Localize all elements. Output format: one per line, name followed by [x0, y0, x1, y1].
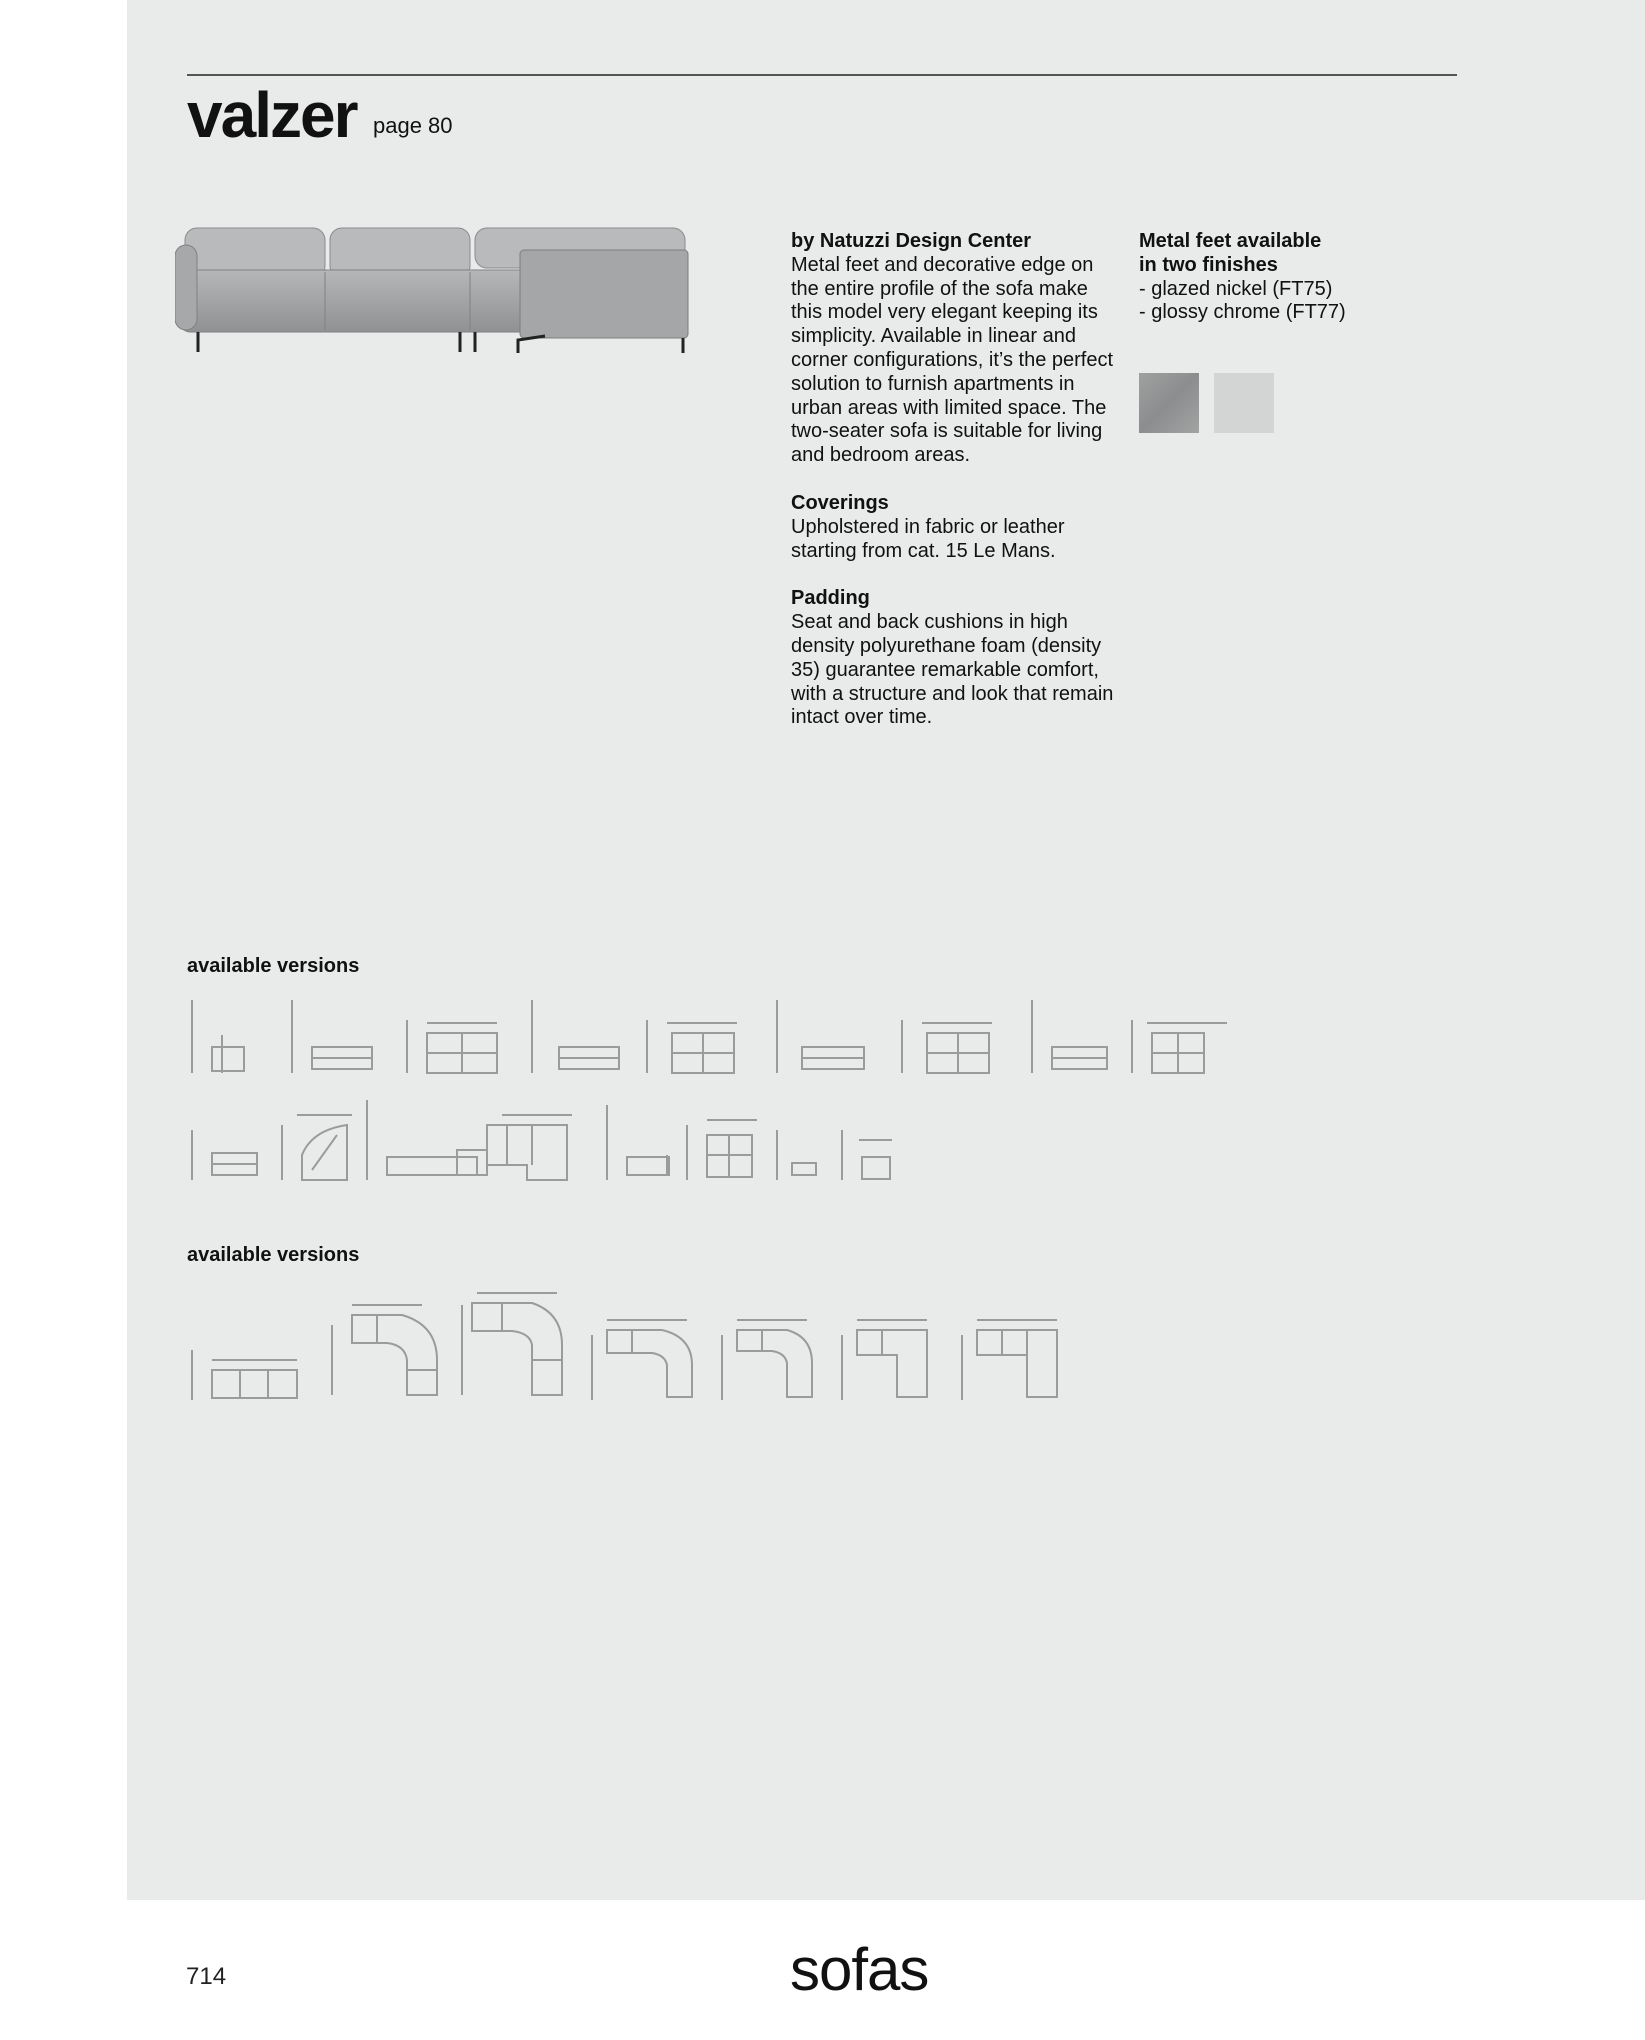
swatch-glossy-chrome [1214, 373, 1274, 433]
version-armchair-icon [607, 1105, 669, 1180]
finish-item-nickel: - glazed nickel (FT75) [1139, 277, 1333, 300]
versions-label-linear: available versions [187, 955, 360, 977]
swatch-glazed-nickel [1139, 373, 1199, 433]
version-6seat-icon [902, 1020, 992, 1073]
version-sofa-chaise-icon [367, 1100, 487, 1180]
version-curved-corner-1-icon [332, 1305, 437, 1395]
description-column [791, 230, 1121, 754]
version-armless-chaise-icon [192, 1000, 244, 1073]
corner-versions-diagrams [187, 1285, 1117, 1410]
sofa-image [175, 220, 695, 355]
version-curved-icon [282, 1115, 352, 1180]
version-5seat-icon [777, 1000, 864, 1073]
version-angular-corner-1-icon [842, 1320, 927, 1400]
version-ottoman-icon [777, 1130, 816, 1180]
version-7seat-icon [1032, 1000, 1107, 1073]
page-reference: page 80 [373, 113, 453, 138]
finishes-heading-line2: in two finishes [1139, 253, 1278, 276]
version-curved-corner-3-icon [592, 1320, 692, 1400]
finishes-heading-line1: Metal feet available [1139, 230, 1322, 252]
coverings-text: Upholstered in fabric or leather starting from cat. 15 Le Mans. [791, 515, 1065, 562]
version-square-icon [687, 1120, 757, 1180]
version-curved-corner-4-icon [722, 1320, 812, 1400]
finish-item-chrome: - glossy chrome (FT77) [1139, 301, 1346, 324]
page-number: 714 [186, 1963, 227, 1990]
version-curved-corner-2-icon [462, 1293, 562, 1395]
versions-label-corner: available versions [187, 1244, 360, 1266]
version-corner-chaise-icon [192, 1130, 257, 1180]
version-8seat-icon [1132, 1020, 1227, 1073]
version-linear-long-icon [192, 1350, 297, 1400]
version-2seat-icon [407, 1020, 497, 1073]
linear-versions-diagrams [187, 995, 1237, 1195]
product-title: valzer [187, 79, 357, 151]
section-title: sofas [790, 1936, 929, 2003]
padding-text: Seat and back cushions in high density polyurethane foam (density 35) guarantee remarkable comfort, with a structure and look that remain intact over time. [791, 611, 1114, 729]
version-1seat-icon [292, 1000, 372, 1073]
version-4seat-icon [647, 1020, 737, 1073]
header-rule [187, 74, 1457, 76]
intro-text: Metal feet and decorative edge on the entire profile of the sofa make this model very elegant keeping its simplicity. Available in linear and corner configurations, it’s the perfect solution to furnish apartments in urban areas with limited space. The two-seater sofa is suitable for living and bedroom areas. [791, 253, 1114, 467]
finishes-column [1139, 230, 1399, 325]
version-pouf-icon [842, 1130, 892, 1180]
version-large-corner-icon [487, 1115, 572, 1180]
coverings-heading: Coverings [791, 491, 889, 514]
padding-heading: Padding [791, 587, 870, 610]
designer-credit: by Natuzzi Design Center [791, 230, 1032, 252]
version-angular-corner-2-icon [962, 1320, 1057, 1400]
version-3seat-icon [532, 1000, 619, 1073]
